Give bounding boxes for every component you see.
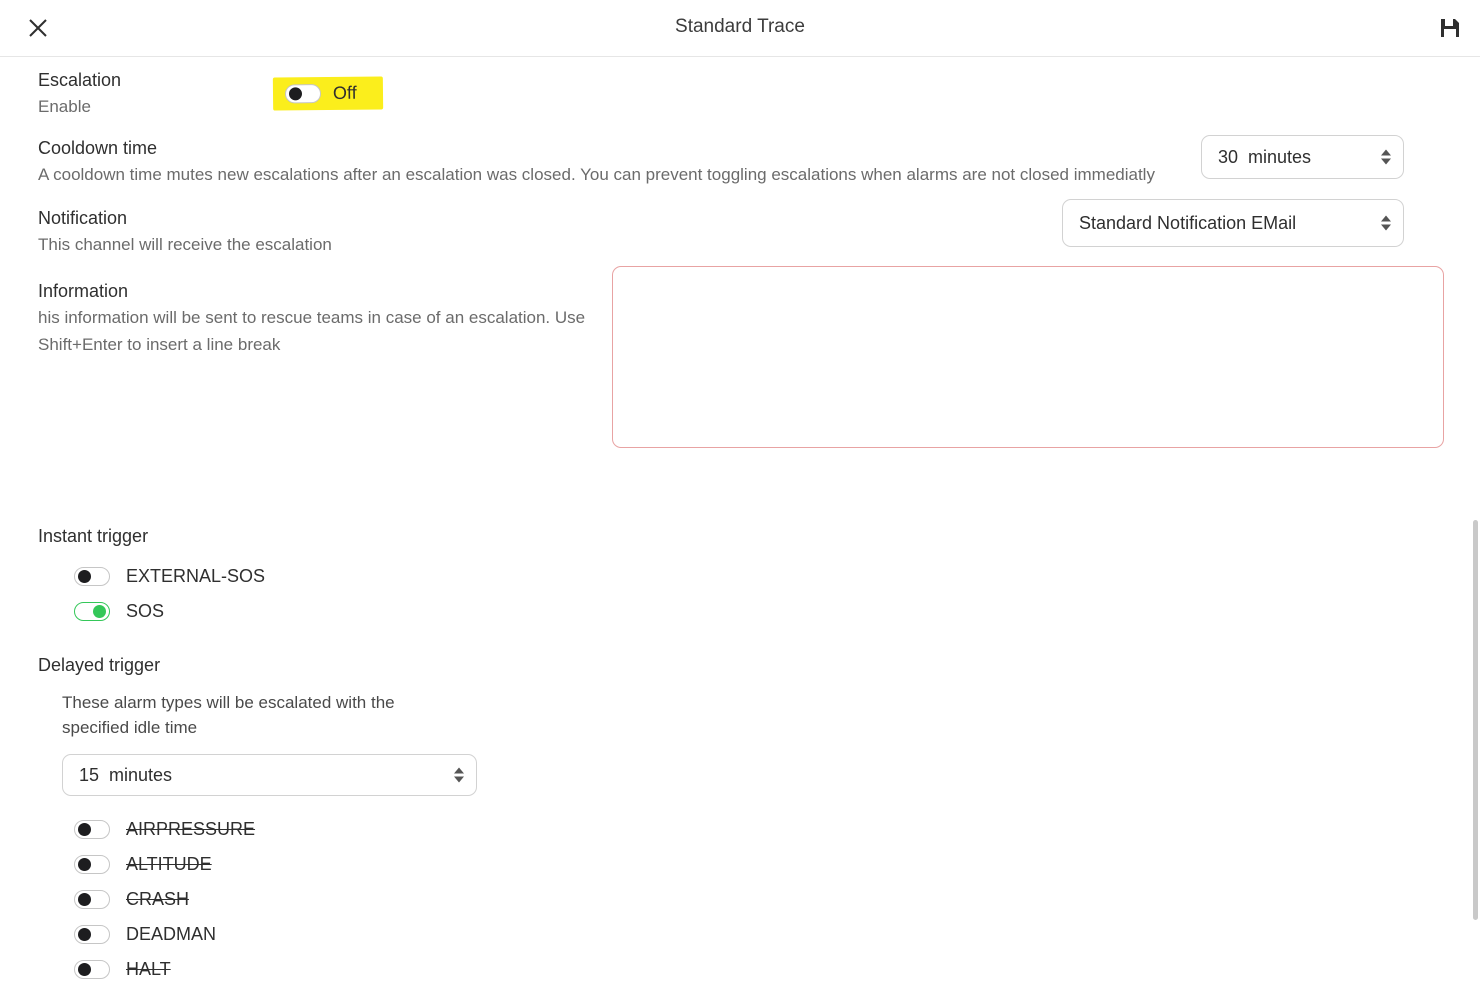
delayed-trigger-toggle-halt[interactable] <box>74 960 110 979</box>
vertical-scrollbar[interactable] <box>1473 520 1478 920</box>
information-textarea[interactable] <box>612 266 1444 448</box>
delayed-trigger-list <box>38 812 1442 987</box>
window-titlebar <box>0 0 1480 57</box>
toggle-knob <box>78 893 91 906</box>
delayed-stepper-arrows[interactable] <box>454 768 464 783</box>
escalation-toggle-label: Off <box>332 82 357 103</box>
delayed-trigger-toggle-altitude[interactable] <box>74 855 110 874</box>
delayed-idle-unit: minutes <box>109 764 173 785</box>
cooldown-labels <box>38 135 1228 189</box>
escalation-description: Enable <box>38 97 91 116</box>
chevron-down-icon[interactable] <box>1381 225 1391 231</box>
instant-trigger-label-external-sos: EXTERNAL-SOS <box>126 566 266 586</box>
information-title: Information <box>38 281 129 301</box>
escalation-row <box>38 67 1442 123</box>
chevron-down-icon[interactable] <box>454 777 464 783</box>
list-item <box>74 917 1442 952</box>
cooldown-row <box>38 135 1442 189</box>
settings-content <box>0 67 1480 987</box>
list-item <box>74 559 1442 594</box>
delayed-trigger-toggle-airpressure[interactable] <box>74 820 110 839</box>
delayed-idle-time-stepper[interactable] <box>62 754 477 796</box>
list-item <box>74 847 1442 882</box>
notification-labels <box>38 205 332 258</box>
instant-trigger-section <box>38 526 1442 629</box>
escalation-highlight <box>273 76 383 110</box>
delayed-idle-value: 15 <box>79 764 100 785</box>
save-disk-icon[interactable] <box>1436 14 1464 42</box>
escalation-title: Escalation <box>38 70 122 90</box>
cooldown-value: 30 <box>1218 146 1239 167</box>
toggle-knob <box>78 963 91 976</box>
escalation-toggle[interactable] <box>285 84 321 103</box>
notification-selected-value: Standard Notification EMail <box>1079 212 1297 233</box>
instant-trigger-title: Instant trigger <box>38 526 149 546</box>
escalation-labels <box>38 67 273 120</box>
cooldown-time-stepper[interactable] <box>1201 135 1404 179</box>
toggle-knob <box>78 858 91 871</box>
delayed-trigger-label-crash: CRASH <box>126 889 190 909</box>
notification-row <box>38 205 1442 258</box>
cooldown-title: Cooldown time <box>38 138 158 158</box>
list-item <box>74 882 1442 917</box>
information-description: his information will be sent to rescue teams in case of an escalation. Use Shift+Enter to insert a line break <box>38 308 586 354</box>
instant-trigger-label-sos: SOS <box>126 601 165 621</box>
chevron-up-icon[interactable] <box>454 768 464 774</box>
notification-title: Notification <box>38 208 128 228</box>
chevron-up-icon[interactable] <box>1381 150 1391 156</box>
toggle-knob <box>78 928 91 941</box>
information-row <box>38 278 1442 358</box>
cooldown-unit: minutes <box>1248 146 1312 167</box>
toggle-knob <box>93 605 106 618</box>
delayed-trigger-description: These alarm types will be escalated with the specified idle time <box>62 693 395 737</box>
notification-channel-select[interactable] <box>1062 199 1404 247</box>
delayed-trigger-toggle-crash[interactable] <box>74 890 110 909</box>
instant-trigger-toggle-sos[interactable] <box>74 602 110 621</box>
instant-trigger-toggle-external-sos[interactable] <box>74 567 110 586</box>
notification-description: This channel will receive the escalation <box>38 235 332 254</box>
delayed-trigger-section <box>38 655 1442 987</box>
delayed-trigger-label-deadman: DEADMAN <box>126 924 217 944</box>
toggle-knob <box>78 823 91 836</box>
chevron-up-icon[interactable] <box>1381 216 1391 222</box>
chevron-down-icon[interactable] <box>1381 159 1391 165</box>
toggle-knob <box>289 87 302 100</box>
notification-select-arrows[interactable] <box>1381 216 1391 231</box>
toggle-knob <box>78 570 91 583</box>
delayed-trigger-label-altitude: ALTITUDE <box>126 854 212 874</box>
list-item <box>74 952 1442 987</box>
list-item <box>74 812 1442 847</box>
instant-trigger-list <box>38 559 1442 629</box>
delayed-trigger-title: Delayed trigger <box>38 655 161 675</box>
cooldown-description: A cooldown time mutes new escalations after an escalation was closed. You can prevent toggling escalations when alarms are not closed immediatly <box>38 165 1155 184</box>
delayed-trigger-label-halt: HALT <box>126 959 171 979</box>
information-labels <box>38 278 598 358</box>
page-title: Standard Trace <box>675 16 805 37</box>
list-item <box>74 594 1442 629</box>
delayed-trigger-label-airpressure: AIRPRESSURE <box>126 819 256 839</box>
delayed-trigger-toggle-deadman[interactable] <box>74 925 110 944</box>
cooldown-stepper-arrows[interactable] <box>1381 150 1391 165</box>
